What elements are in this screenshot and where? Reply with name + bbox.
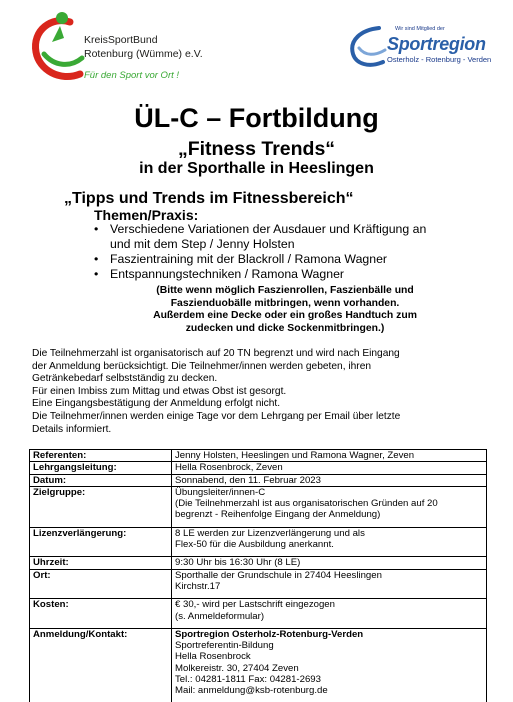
ksb-slogan: Für den Sport vor Ort ! [84, 70, 180, 81]
topic-line: • Verschiedene Variationen der Ausdauer und Kräftigung an [110, 222, 427, 236]
value-line: Flex-50 für die Ausbildung anerkannt. [175, 539, 334, 551]
note-line: Außerdem eine Decke oder ein großes Handtuch zum [153, 310, 417, 322]
topic-line: und mit dem Step / Jenny Holsten [110, 237, 295, 251]
row-value [172, 599, 487, 629]
row-key: Anmeldung/Kontakt: [30, 628, 172, 702]
bring-along-note [120, 285, 450, 335]
info-line: Die Teilnehmer/innen werden einige Tage vor dem Lehrgang per Email über letzte [32, 410, 401, 422]
row-key: Kosten: [30, 599, 172, 629]
course-details-table [29, 449, 487, 702]
subtitle: „Tipps und Trends im Fitnessbereich“ [64, 190, 354, 207]
table-row [30, 474, 487, 486]
value-line: Tel.: 04281-1811 Fax: 04281-2693 [175, 674, 321, 686]
note-line: Faszienduobälle mitbringen, wenn vorhanden. [170, 297, 400, 309]
topic-line: • Faszientraining mit der Blackroll / Ramona Wagner [110, 252, 388, 266]
info-line: Getränkebedarf selbstständig zu decken. [32, 373, 218, 385]
row-value [172, 527, 487, 557]
main-title: ÜL-C – Fortbildung [134, 103, 379, 133]
table-row [30, 557, 487, 569]
ksb-name-line2: Rotenburg (Wümme) e.V. [84, 48, 203, 60]
table-row [30, 462, 487, 474]
value-line: Kirchstr.17 [175, 580, 221, 592]
row-key: Datum: [30, 474, 172, 486]
info-line: Für einen Imbiss zum Mittag und etwas Obst ist gesorgt. [32, 385, 287, 397]
table-row [30, 486, 487, 527]
row-key: Lehrgangsleitung: [30, 462, 172, 474]
info-paragraph [32, 348, 400, 436]
info-line: Die Teilnehmerzahl ist organisatorisch auf 20 TN begrenzt und wird nach Eingang [32, 348, 400, 359]
info-line: Details informiert. [32, 423, 112, 435]
row-key: Referenten: [30, 450, 172, 462]
sportregion-brand: Sportregion [387, 34, 486, 54]
value-line: Hella Rosenbrock [175, 651, 251, 663]
value-line: Jenny Holsten, Heeslingen und Ramona Wagner, Zeven [175, 450, 415, 461]
row-value [172, 486, 487, 527]
value-line: Sportreferentin-Bildung [175, 640, 274, 652]
row-value [172, 569, 487, 599]
ksb-name-line1: KreisSportBund [84, 34, 158, 46]
ksb-logo [30, 8, 240, 88]
value-line: (s. Anmeldeformular) [175, 610, 265, 622]
row-key: Uhrzeit: [30, 557, 172, 569]
value-line: (Die Teilnehmerzahl ist aus organisatorischen Gründen auf 20 [175, 498, 438, 510]
row-value [172, 474, 487, 486]
table-row [30, 527, 487, 557]
value-line: 8 LE werden zur Lizenzverlängerung und als [175, 527, 365, 539]
info-line: der Anmeldung berücksichtigt. Die Teilnehmer/innen werden gebeten, ihren [32, 360, 372, 372]
topic-item [90, 267, 426, 282]
table-row [30, 599, 487, 629]
ksb-emblem-icon [30, 8, 90, 88]
topic-list [90, 222, 426, 282]
topic-item [90, 252, 426, 267]
sportregion-region: Osterholz - Rotenburg - Verden [387, 55, 492, 64]
note-line: (Bitte wenn möglich Faszienrollen, Faszienbälle und [156, 285, 414, 296]
row-key: Zielgruppe: [30, 486, 172, 527]
row-value [172, 557, 487, 569]
table-row [30, 628, 487, 702]
row-value [172, 628, 487, 702]
row-value [172, 462, 487, 474]
row-value [172, 450, 487, 462]
value-line: € 30,- wird per Lastschrift eingezogen [175, 599, 335, 611]
value-line: Sportregion Osterholz-Rotenburg-Verden [175, 628, 364, 640]
location-title: in der Sporthalle in Heeslingen [139, 160, 374, 177]
value-line: Übungsleiter/innen-C [175, 486, 266, 498]
info-line: Eine Eingangsbestätigung der Anmeldung erfolgt nicht. [32, 398, 281, 410]
note-line: zudecken und dicke Sockenmitbringen.) [185, 322, 385, 334]
contact-email[interactable]: Mail: anmeldung@ksb-rotenburg.de [175, 685, 328, 697]
topic-item [90, 222, 426, 252]
table-row [30, 450, 487, 462]
topic-title: „Fitness Trends“ [177, 138, 336, 160]
sportregion-logo [345, 22, 495, 77]
row-key: Ort: [30, 569, 172, 599]
sportregion-tagline: Wir sind Mitglied der [395, 26, 445, 32]
value-line: Molkereistr. 30, 27404 Zeven [175, 662, 299, 674]
value-line: Sporthalle der Grundschule in 27404 Heeslingen [175, 569, 382, 581]
topic-line: • Entspannungstechniken / Ramona Wagner [110, 267, 345, 281]
row-key: Lizenzverlängerung: [30, 527, 172, 557]
value-line: begrenzt - Reihenfolge Eingang der Anmeldung) [175, 509, 381, 521]
value-line: 9:30 Uhr bis 16:30 Uhr (8 LE) [175, 557, 301, 569]
table-row [30, 569, 487, 599]
value-line: Hella Rosenbrock, Zeven [175, 462, 283, 474]
sportregion-swoosh-icon [345, 22, 391, 74]
themes-label: Themen/Praxis: [94, 207, 199, 223]
value-line: Sonnabend, den 11. Februar 2023 [175, 474, 321, 486]
